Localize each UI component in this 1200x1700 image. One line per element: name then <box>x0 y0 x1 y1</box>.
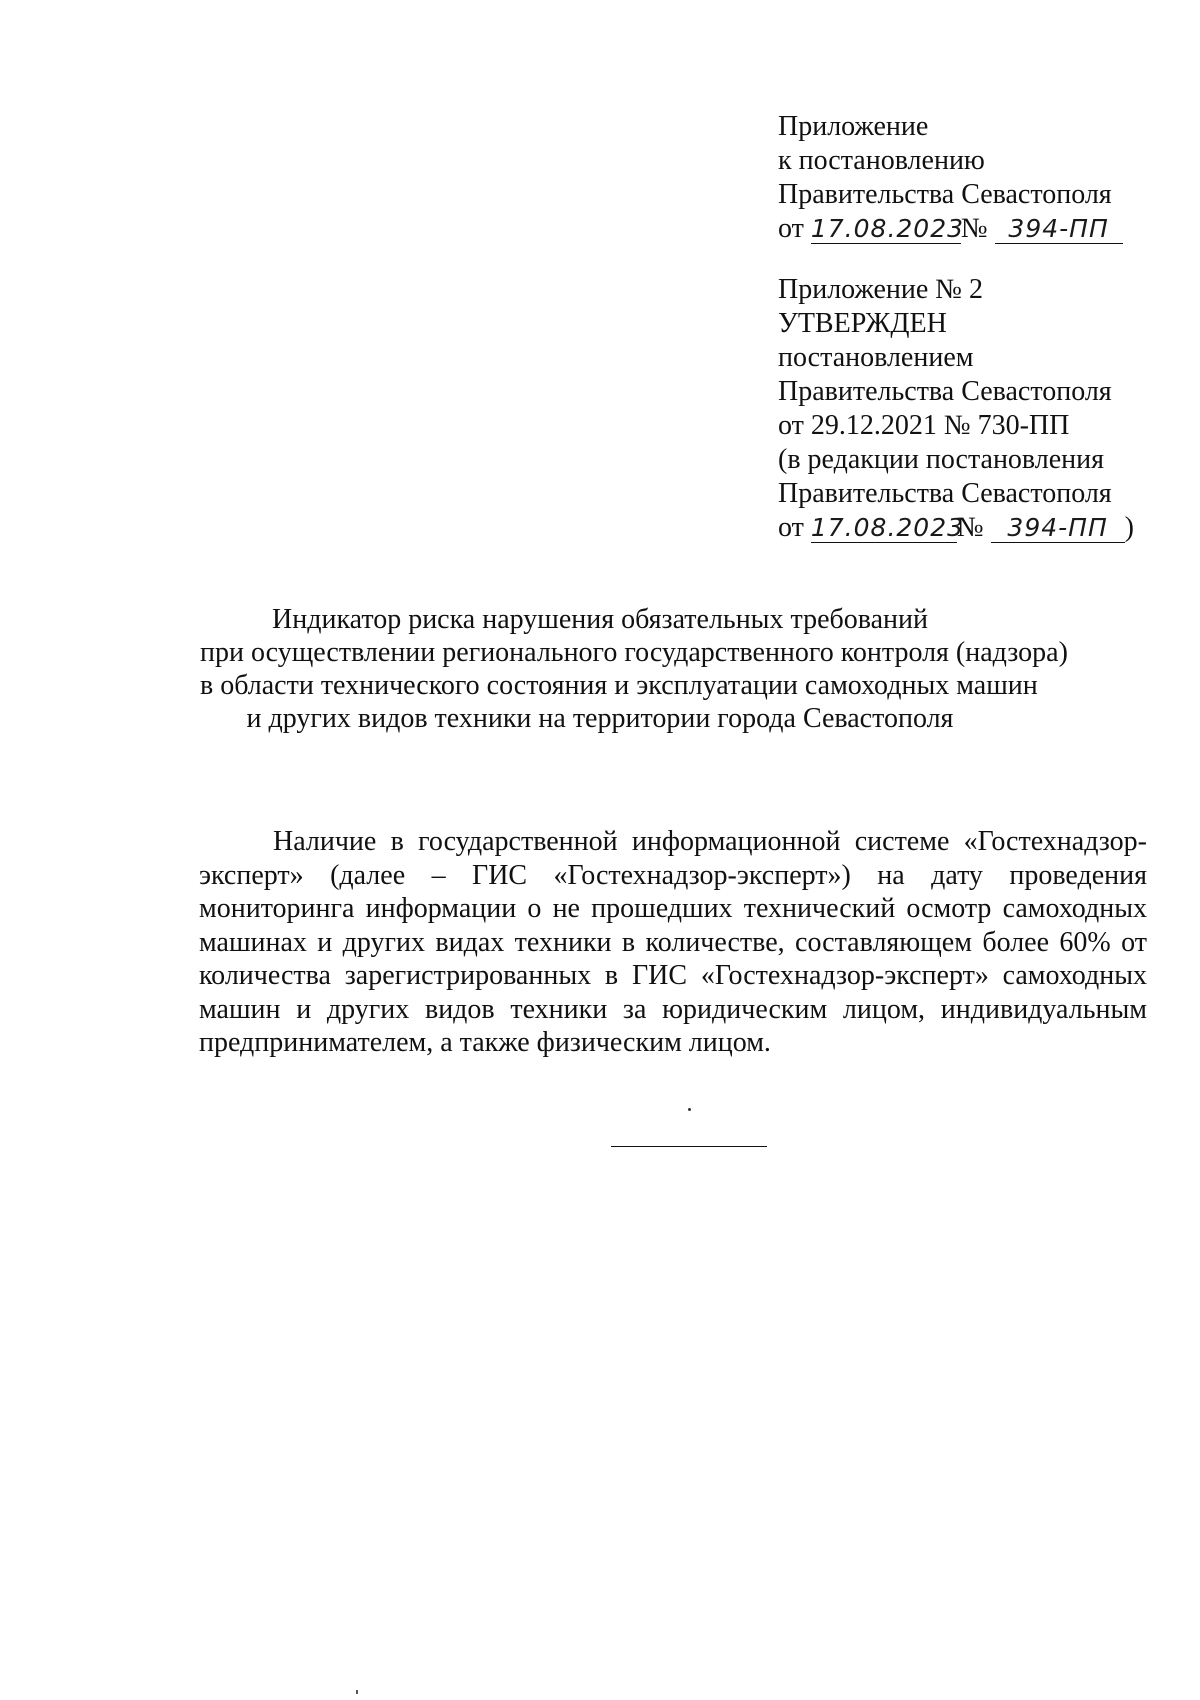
handwritten-date: 17.08.2023 <box>810 214 965 243</box>
title-line-3: в области технического состояния и эксплуатации самоходных машин <box>200 670 1038 701</box>
handwritten-number: 394-ПП <box>991 514 1125 543</box>
annex-two-line-4: Правительства Севастополя <box>778 376 1112 407</box>
annex-two-approval <box>778 273 1158 545</box>
document-title <box>200 603 1068 735</box>
annex-header-line-2: к постановлению <box>778 145 985 176</box>
number-sign: № <box>956 512 984 543</box>
number-sign: № <box>960 213 988 244</box>
annex-header <box>778 110 1158 246</box>
annex-header-date-line <box>778 212 1158 246</box>
end-of-document-rule <box>611 1146 767 1147</box>
closing-paren: ) <box>1124 512 1134 543</box>
annex-two-line-7: Правительства Севастополя <box>778 478 1112 509</box>
stray-dot <box>688 1108 691 1111</box>
handwritten-date: 17.08.2023 <box>810 513 965 542</box>
from-prefix: от <box>778 213 804 244</box>
from-prefix: от <box>778 512 804 543</box>
annex-two-date-line <box>778 511 1158 545</box>
handwritten-number: 394-ПП <box>995 215 1123 244</box>
body-paragraph: Наличие в государственной информационной системе «Гостехнадзор-эксперт» (далее – ГИС «Гостехнадзор-эксперт») на дату проведения мониторинга информации о не прошедших технический осмотр самоходных машинах и других видах техники в количестве, составляющем более 60% от количества зарегистрированных в ГИС «Гостехнадзор-эксперт» самоходных машин и других видов техники за юридическим лицом, индивидуальным предпринимателем, а также физическим лицом. <box>199 826 1147 1058</box>
title-line-4: и других видов техники на территории города Севастополя <box>246 703 954 734</box>
annex-header-line-1: Приложение <box>778 111 929 142</box>
title-line-2: при осуществлении регионального государственного контроля (надзора) <box>200 637 1068 668</box>
annex-two-line-6: (в редакции постановления <box>778 444 1105 475</box>
annex-two-line-1: Приложение № 2 <box>778 274 983 305</box>
annex-header-line-3: Правительства Севастополя <box>778 179 1112 210</box>
annex-two-line-2: УТВЕРЖДЕН <box>778 308 947 339</box>
annex-two-line-3: постановлением <box>778 342 974 373</box>
title-line-1: Индикатор риска нарушения обязательных требований <box>272 604 928 635</box>
annex-two-line-5: от 29.12.2021 № 730-ПП <box>778 410 1070 441</box>
scan-artifact <box>356 1690 358 1694</box>
